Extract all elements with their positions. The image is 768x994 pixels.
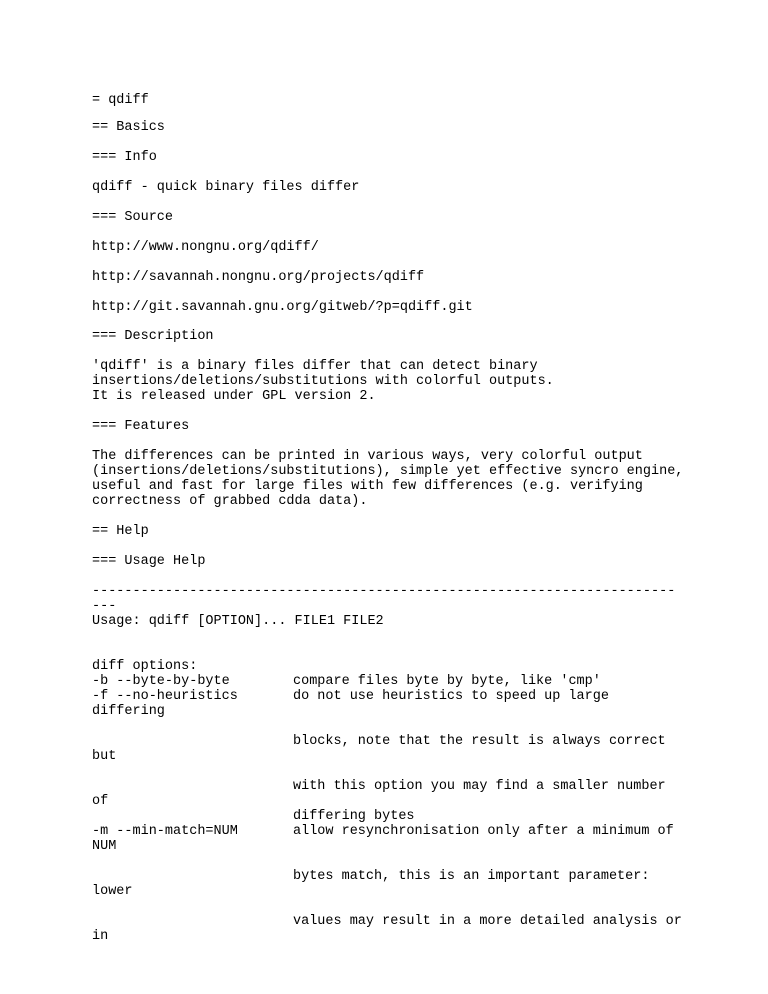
separator-line: ------------------------------------------------------------------------	[92, 584, 676, 599]
section-heading-info: === Info	[92, 150, 157, 165]
option-wrap-text: NUM	[92, 839, 117, 854]
features-line: (insertions/deletions/substitutions), simple yet effective syncro engine,	[92, 464, 684, 479]
option-description: differing bytes	[293, 809, 415, 824]
source-link: http://git.savannah.gnu.org/gitweb/?p=qdiff.git	[92, 300, 473, 315]
usage-line: Usage: qdiff [OPTION]... FILE1 FILE2	[92, 614, 384, 629]
doc-title: = qdiff	[92, 93, 149, 108]
features-line: correctness of grabbed cdda data).	[92, 494, 368, 509]
option-description: do not use heuristics to speed up large	[293, 689, 609, 704]
section-heading-features: === Features	[92, 419, 190, 434]
options-heading: diff options:	[92, 659, 198, 674]
option-flag: -f --no-heuristics	[92, 689, 238, 704]
source-link: http://savannah.nongnu.org/projects/qdiff	[92, 270, 425, 285]
option-wrap-text: of	[92, 794, 109, 809]
option-wrap-text: differing	[92, 704, 165, 719]
option-description: compare files byte by byte, like 'cmp'	[293, 674, 601, 689]
source-link: http://www.nongnu.org/qdiff/	[92, 240, 319, 255]
section-heading-description: === Description	[92, 329, 214, 344]
info-text: qdiff - quick binary files differ	[92, 180, 360, 195]
option-description: blocks, note that the result is always correct	[293, 734, 666, 749]
description-line: It is released under GPL version 2.	[92, 389, 376, 404]
option-wrap-text: lower	[92, 884, 133, 899]
option-description: with this option you may find a smaller number	[293, 779, 666, 794]
separator-tail: ---	[92, 599, 117, 614]
description-line: insertions/deletions/substitutions with colorful outputs.	[92, 374, 554, 389]
option-description: bytes match, this is an important parameter:	[293, 869, 650, 884]
features-line: The differences can be printed in various ways, very colorful output	[92, 449, 643, 464]
option-wrap-text: but	[92, 749, 117, 764]
option-wrap-text: in	[92, 929, 109, 944]
description-line: 'qdiff' is a binary files differ that can detect binary	[92, 359, 538, 374]
option-description: values may result in a more detailed analysis or	[293, 914, 682, 929]
section-heading-basics: == Basics	[92, 120, 165, 135]
features-line: useful and fast for large files with few differences (e.g. verifying	[92, 479, 643, 494]
option-description: allow resynchronisation only after a minimum of	[293, 824, 674, 839]
section-heading-source: === Source	[92, 210, 174, 225]
option-flag: -b --byte-by-byte	[92, 674, 230, 689]
section-heading-usage: === Usage Help	[92, 554, 206, 569]
option-flag: -m --min-match=NUM	[92, 824, 238, 839]
section-heading-help: == Help	[92, 524, 149, 539]
